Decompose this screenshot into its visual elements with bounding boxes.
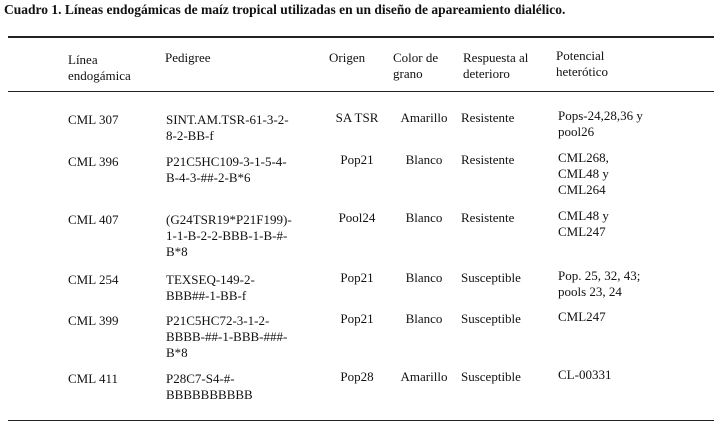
cell-origen bbox=[322, 152, 392, 168]
cell-pedigree bbox=[166, 371, 326, 403]
cell-color-text: Blanco bbox=[405, 311, 443, 326]
cell-origen-text: Pop28 bbox=[340, 369, 374, 384]
cell-pedigree-line: 8-2-BB-f bbox=[166, 128, 214, 143]
header-linea-line-2: endogámica bbox=[68, 68, 131, 83]
cell-color bbox=[393, 270, 455, 286]
cell-respuesta bbox=[461, 210, 557, 226]
cell-pedigree-line: P21C5HC109-3-1-5-4- bbox=[166, 154, 287, 169]
cell-pedigree bbox=[166, 313, 326, 361]
cell-color-text: Blanco bbox=[405, 210, 443, 225]
cell-potencial bbox=[558, 150, 708, 198]
cell-pedigree-line: B-4-3-##-2-B*6 bbox=[166, 170, 251, 185]
cell-color-text: Amarillo bbox=[400, 110, 448, 125]
cell-origen bbox=[322, 369, 392, 385]
cell-potencial bbox=[558, 208, 708, 240]
cell-respuesta bbox=[461, 369, 557, 385]
cell-origen-text: Pool24 bbox=[338, 210, 376, 225]
cell-pedigree-line: (G24TSR19*P21F199)- bbox=[166, 212, 292, 227]
cell-pedigree-line: SINT.AM.TSR-61-3-2- bbox=[166, 112, 289, 127]
cell-potencial-line: CML48 y bbox=[558, 166, 609, 181]
cell-respuesta bbox=[461, 152, 557, 168]
cell-potencial bbox=[558, 108, 708, 140]
cell-pedigree-line: 1-1-B-2-2-BBB-1-B-#- bbox=[166, 228, 288, 243]
header-color-line-2: grano bbox=[393, 66, 423, 81]
cell-origen bbox=[322, 110, 392, 126]
cell-pedigree-line: P21C5HC72-3-1-2- bbox=[166, 313, 270, 328]
cell-pedigree-line: TEXSEQ-149-2- bbox=[166, 272, 255, 287]
cell-linea-text: CML 254 bbox=[68, 272, 119, 287]
cell-linea-text: CML 407 bbox=[68, 212, 119, 227]
cell-pedigree bbox=[166, 212, 326, 260]
header-respuesta bbox=[463, 50, 528, 82]
cell-origen-text: SA TSR bbox=[335, 110, 379, 125]
header-rule bbox=[8, 91, 714, 92]
cell-potencial-line: pools 23, 24 bbox=[558, 284, 622, 299]
cell-linea bbox=[68, 212, 138, 228]
cell-pedigree bbox=[166, 112, 326, 144]
bottom-rule bbox=[8, 420, 714, 421]
cell-color bbox=[393, 152, 455, 168]
cell-pedigree-line: P28C7-S4-#- bbox=[166, 371, 235, 386]
cell-potencial bbox=[558, 309, 708, 325]
cell-potencial-line: CML247 bbox=[558, 309, 606, 324]
cell-origen bbox=[322, 311, 392, 327]
cell-linea-text: CML 307 bbox=[68, 112, 119, 127]
cell-origen bbox=[322, 270, 392, 286]
cell-color-text: Amarillo bbox=[400, 369, 448, 384]
cell-respuesta-text: Susceptible bbox=[461, 311, 521, 326]
cell-respuesta bbox=[461, 110, 557, 126]
header-color-line-1: Color de bbox=[393, 50, 439, 65]
header-pedigree-line-1: Pedigree bbox=[165, 50, 211, 65]
cell-linea bbox=[68, 154, 138, 170]
cell-potencial-line: Pop. 25, 32, 43; bbox=[558, 268, 641, 283]
cell-color bbox=[393, 110, 455, 126]
cell-color bbox=[393, 210, 455, 226]
cell-potencial-line: CML268, bbox=[558, 150, 609, 165]
cell-linea bbox=[68, 313, 138, 329]
cell-pedigree-line: BBBB-##-1-BBB-###- bbox=[166, 329, 288, 344]
header-color bbox=[393, 50, 438, 82]
header-potencial-line-2: heterótico bbox=[556, 64, 608, 79]
cell-pedigree-line: BBB##-1-BB-f bbox=[166, 288, 247, 303]
cell-color-text: Blanco bbox=[405, 270, 443, 285]
cell-potencial-line: CML264 bbox=[558, 182, 606, 197]
cell-linea bbox=[68, 272, 138, 288]
cell-potencial-line: pool26 bbox=[558, 124, 595, 139]
cell-linea-text: CML 399 bbox=[68, 313, 119, 328]
header-potencial bbox=[556, 48, 608, 80]
cell-origen-text: Pop21 bbox=[340, 152, 374, 167]
cell-origen-text: Pop21 bbox=[340, 311, 374, 326]
cell-linea bbox=[68, 112, 138, 128]
cell-linea-text: CML 411 bbox=[68, 371, 118, 386]
cell-linea-text: CML 396 bbox=[68, 154, 119, 169]
cell-respuesta-text: Susceptible bbox=[461, 270, 521, 285]
cell-color bbox=[393, 311, 455, 327]
cell-respuesta-text: Resistente bbox=[461, 210, 515, 225]
cell-potencial-line: Pops-24,28,36 y bbox=[558, 108, 643, 123]
cell-respuesta-text: Susceptible bbox=[461, 369, 521, 384]
cell-origen-text: Pop21 bbox=[340, 270, 374, 285]
cell-potencial bbox=[558, 367, 708, 383]
cell-pedigree bbox=[166, 154, 326, 186]
header-respuesta-line-1: Respuesta al bbox=[463, 50, 529, 65]
header-respuesta-line-2: deterioro bbox=[463, 66, 510, 81]
cell-pedigree-line: B*8 bbox=[166, 244, 188, 259]
header-potencial-line-1: Potencial bbox=[556, 48, 605, 63]
cell-respuesta bbox=[461, 270, 557, 286]
cell-color bbox=[393, 369, 455, 385]
cell-potencial-line: CL-00331 bbox=[558, 367, 612, 382]
header-pedigree bbox=[165, 50, 210, 66]
cell-respuesta bbox=[461, 311, 557, 327]
cell-pedigree bbox=[166, 272, 326, 304]
cell-color-text: Blanco bbox=[405, 152, 443, 167]
cell-origen bbox=[322, 210, 392, 226]
cell-linea bbox=[68, 371, 138, 387]
cell-potencial-line: CML247 bbox=[558, 224, 606, 239]
cell-respuesta-text: Resistente bbox=[461, 110, 515, 125]
cell-potencial-line: CML48 y bbox=[558, 208, 609, 223]
cell-respuesta-text: Resistente bbox=[461, 152, 515, 167]
header-linea-line-1: Línea bbox=[68, 52, 98, 67]
header-origen bbox=[329, 50, 365, 66]
cell-potencial bbox=[558, 268, 708, 300]
cell-pedigree-line: BBBBBBBBBB bbox=[166, 387, 253, 402]
table-caption: Cuadro 1. Líneas endogámicas de maíz tropical utilizadas en un diseño de apareamiento dialélico. bbox=[4, 2, 566, 17]
header-origen-line-1: Origen bbox=[329, 50, 366, 65]
cell-pedigree-line: B*8 bbox=[166, 345, 188, 360]
top-rule bbox=[8, 36, 714, 38]
header-linea bbox=[68, 52, 131, 84]
